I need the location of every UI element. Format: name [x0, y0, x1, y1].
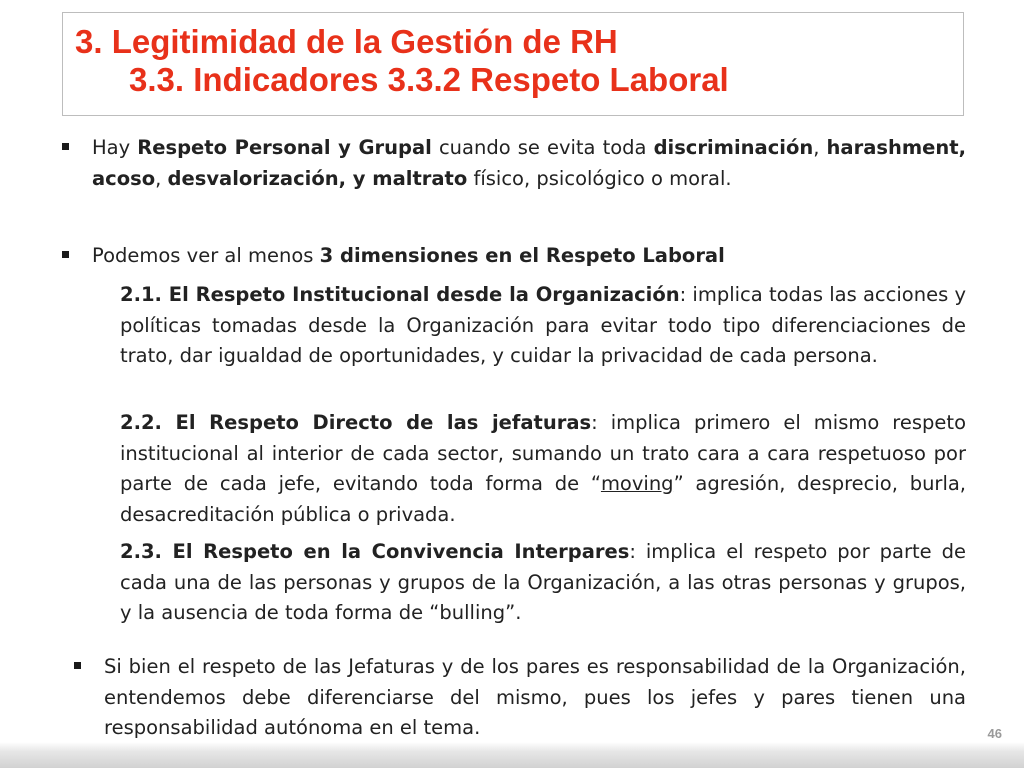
dimension-body: : implica primero el mismo respeto institucional al interior de cada sector, sumando un trato cara a cara respetuoso por parte de cada jefe, evitando toda forma de “: [120, 411, 966, 495]
bullet-bold-text: Respeto Personal y Grupal: [137, 136, 432, 159]
dimension-heading: 2.3. El Respeto en la Convivencia Interpares: [120, 540, 630, 563]
dimension-heading: 2.1. El Respeto Institucional desde la Organización: [120, 283, 680, 306]
bullet-text: Si bien el respeto de las Jefaturas y de los pares es responsabilidad de la Organización, entendemos debe diferenciarse del mismo, pues los jefes y pares tienen una responsabilidad autónoma en el tema.: [104, 655, 966, 739]
dimension-jefaturas: [120, 408, 966, 530]
dimension-institucional: [120, 280, 966, 372]
bullet-bold-text: discriminación: [653, 136, 814, 159]
bullet-bold-text: desvalorización, y maltrato: [167, 166, 468, 190]
dimension-heading: 2.2. El Respeto Directo de las jefaturas: [120, 411, 592, 434]
bullet-marker: [62, 251, 69, 258]
bullet-text: cuando se evita toda: [431, 136, 654, 159]
bullet-bold-text: harashment, acoso: [92, 136, 966, 190]
dimension-interpares: [120, 537, 966, 629]
footer-bar: [0, 742, 1024, 768]
underlined-term: moving: [600, 472, 674, 495]
title-box: [62, 12, 964, 116]
bullet-responsabilidad: [104, 652, 966, 744]
bullet-text: ,: [155, 166, 168, 190]
bullet-marker: [62, 143, 69, 150]
dimension-body: : implica el respeto por parte de cada una de las personas y grupos de la Organización, a las otras personas y grupos, y la ausencia de toda forma de “bulling”.: [120, 540, 967, 624]
bullet-respeto-personal: [92, 133, 966, 194]
bullet-text: físico, psicológico o moral.: [467, 166, 732, 190]
slide-subtitle: 3.3. Indicadores 3.3.2 Respeto Laboral: [129, 61, 729, 98]
slide-title: 3. Legitimidad de la Gestión de RH: [75, 23, 618, 60]
dimension-body: : implica todas las acciones y políticas tomadas desde la Organización para evitar todo tipo diferenciaciones de trato, dar igualdad de oportunidades, y cuidar la privacidad de cada persona.: [120, 283, 967, 367]
bullet-text: Hay: [92, 136, 138, 159]
page-number: 46: [987, 726, 1002, 741]
bullet-text: Podemos ver al menos: [92, 244, 320, 267]
bullet-marker: [74, 662, 81, 669]
dimension-body: ” agresión, desprecio, burla, desacreditación pública o privada.: [120, 472, 967, 526]
bullet-dimensiones: [92, 241, 966, 272]
bullet-bold-text: 3 dimensiones en el Respeto Laboral: [319, 244, 725, 267]
bullet-text: ,: [813, 136, 827, 159]
